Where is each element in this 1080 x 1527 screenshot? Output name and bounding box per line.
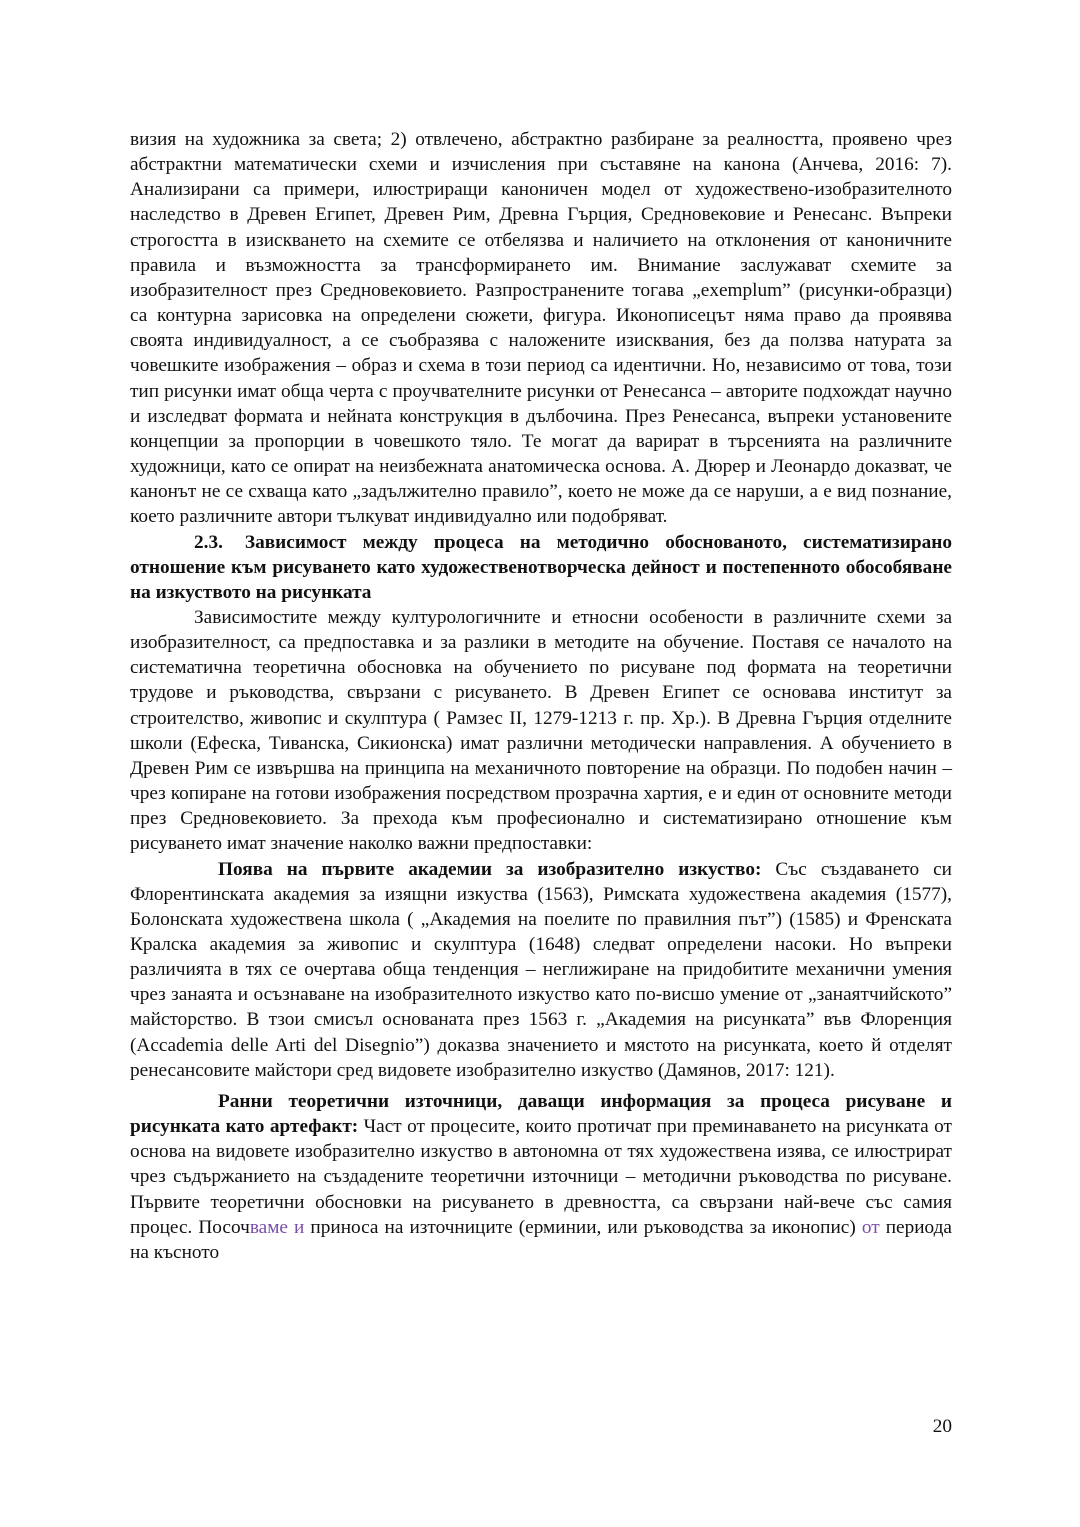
academies-body: Със създаването си Флорентинската академия за изящни изкуства (1563), Римската художествена академия (1577), Болонската художествена школа ( „Академия на поелите по правилния път”) (1585) и Френската Кралска академия за живопис и скулптура (1648) следват определени насоки. Но въпреки различията в тях се очертава обща тенденция – неглижиране на придобитите механични умения чрез занаята и осъзнаване на изобразителното изкуство като по-висшо умение от „занаятчийското” майсторство. В тзои смисъл основаната през 1563 г. „Академия на рисунката” във Флоренция (Accademia delle Arti del Disegnio”) доказва значението и мястото на рисунката, което й отделят ренесансовите майстори сред видовете изобразително изкуство (Дамянов, 2017: 121). (130, 858, 952, 1081)
section-heading (130, 530, 952, 605)
sources-body-c: периода на късното (130, 1216, 952, 1263)
sources-highlight-a: ваме и (249, 1216, 305, 1238)
section-title: Зависимост между процеса на методично обоснованото, систематизирано отношение към рисуването като художественотворческа дейност и постепенното обособяване на изкуството на рисунката (130, 531, 952, 603)
sources-body-a: Част от процесите, които протичат при преминаването на рисунката от основа на видовете изобразително изкуство в автономна от тях художествена изява, се илюстрират чрез съдържанието на създадените теоретични източници – методични ръководства по рисуване. Първите теоретични обосновки на рисуването в древността, са свързани най-вече със самия процес. Посоч (130, 1116, 952, 1238)
paragraph-academies (130, 857, 952, 1083)
paragraph-theoretical-sources (130, 1089, 952, 1265)
paragraph-teaching-methods: Зависимостите между културологичните и етносни особености в различните схеми за изобразителност, са предпоставка и за разлики в методите на обучение. Поставя се началото на систематична теоретична обосновка на обучението по рисуване под формата на теоретични трудове и ръководства, свързани с рисуването. В Древен Египет се основава институт за строителство, живопис и скулптура ( Рамзес II, 1279-1213 г. пр. Хр.). В Древна Гърция отделните школи (Ефеска, Тиванска, Сикионска) имат различни методически направления. А обучението в Древен Рим се извършва на принципа на механичното повторение на образци. По подобен начин – чрез копиране на готови изображения посредством прозрачна хартия, е и един от основните методи през Средновековието. За прехода към професионално и систематизирано отношение към рисуването имат значение наколко важни предпоставки: (130, 606, 952, 855)
section-number: 2.3. (194, 531, 223, 553)
sources-body-b: приноса на източниците (ерминии, или ръководства за иконопис) (304, 1216, 862, 1238)
paragraph-canon-schemes: визия на художника за света; 2) отвлечено, абстрактно разбиране за реалността, проявено чрез абстрактни математически схеми и изчисления при съставяне на канона (Анчева, 2016: 7). Анализирани са примери, илюстриращи каноничен модел от художествено-изобразителното наследство в Древен Египет, Древен Рим, Древна Гърция, Средновековие и Ренесанс. Въпреки строгостта в изискването на схемите се отбелязва и наличието на отклонения от каноничните правила и възможността за трансформирането им. Внимание заслужават схемите за изобразителност през Средновековието. Разпространените тогава „exemplum” (рисунки-образци) са контурна зарисовка на определени сюжети, фигура. Иконописецът няма право да проявява своята индивидуалност, а се съобразява с наложените изисквания, без да ползва натурата за човешките изображения – образ и схема в този период са идентични. Но, независимо от това, този тип рисунки имат обща черта с проучвателните рисунки от Ренесанса – авторите подхождат научно и изследват формата и нейната конструкция в дълбочина. През Ренесанса, въпреки установените концепции за пропорции в човешкото тяло. Те могат да варират в търсенията на различните художници, като се опират на неизбежната анатомическа основа. А. Дюрер и Леонардо доказват, че канонът не се схваща като „задължително правило”, което не може да се наруши, а е вид познание, което различните автори тълкуват индивидуално или подобряват. (130, 129, 952, 528)
page-number: 20 (932, 1416, 952, 1437)
sources-highlight-b: от (861, 1216, 880, 1238)
sources-lead: Ранни теоретични източници, даващи информация за процеса рисуване и рисунката като артефакт: (130, 1090, 952, 1138)
document-page (130, 127, 952, 1265)
academies-lead: Поява на първите академии за изобразително изкуство: (218, 858, 762, 880)
